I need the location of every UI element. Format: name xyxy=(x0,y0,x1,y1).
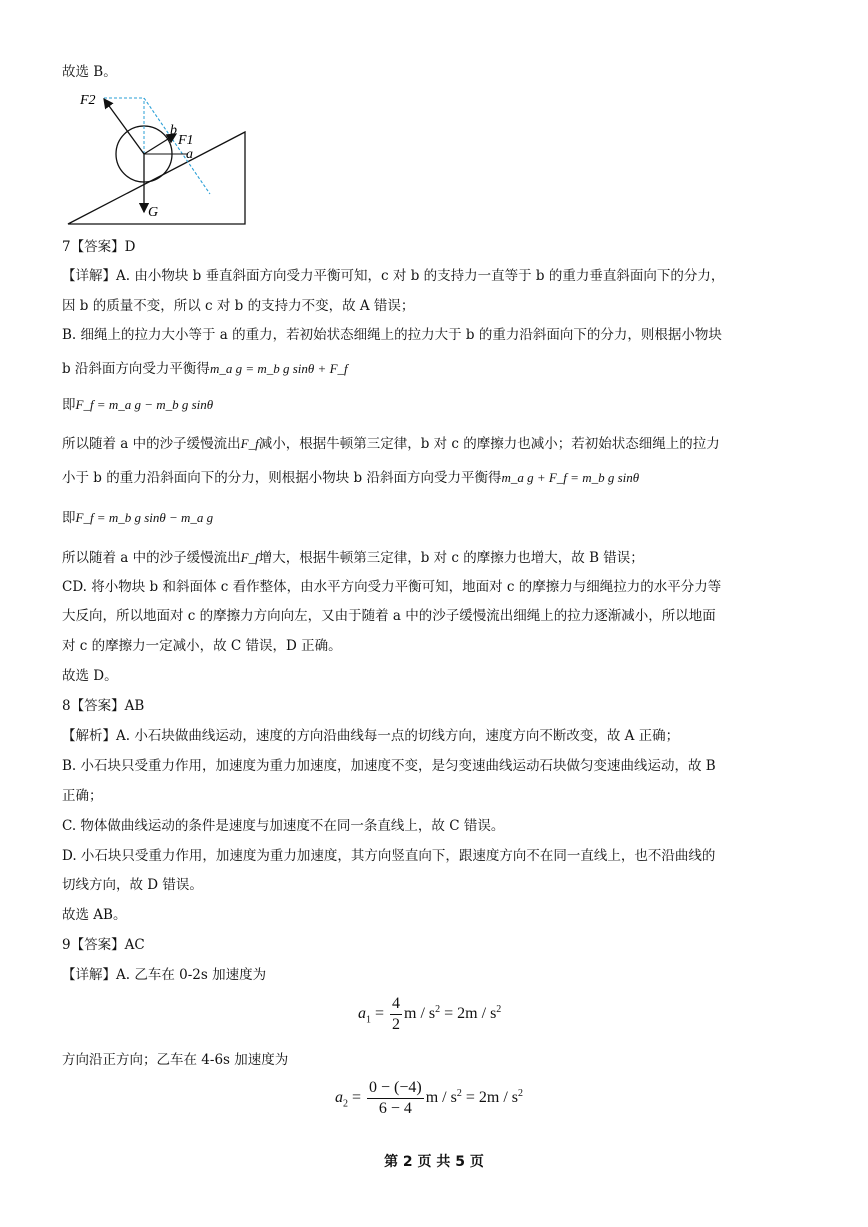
equation-a1: $a_1$ = $\frac{4}{2}$ $m / s^2 = 2m / s^2$ xyxy=(358,995,502,1033)
text-line: 小于 b 的重力沿斜面向下的分力，则根据小物块 b 沿斜面方向受力平衡得m_a g + F_f = m_b g sinθ xyxy=(62,470,640,486)
text-line: CD. 将小物块 b 和斜面体 c 看作整体，由水平方向受力平衡可知，地面对 c 的摩擦力与细绳拉力的水平分力等 xyxy=(62,579,722,595)
text-line: D. 小石块只受重力作用，加速度为重力加速度，其方向竖直向下，跟速度方向不在同一直线上，也不沿曲线的 xyxy=(62,848,716,864)
answer-heading: 9【答案】AC xyxy=(62,937,145,953)
inline-equation: F_f xyxy=(240,436,259,451)
force-diagram xyxy=(60,88,260,228)
text-line: 正确； xyxy=(62,788,103,804)
inline-equation: m_a g + F_f = m_b g sinθ xyxy=(501,470,640,485)
label-f2: F2 xyxy=(80,93,96,108)
inline-equation: F_f = m_b g sinθ − m_a g xyxy=(75,510,214,525)
inline-equation: F_f = m_a g − m_b g sinθ xyxy=(75,397,214,412)
inline-equation: F_f xyxy=(240,550,259,565)
text-line: 所以随着 a 中的沙子缓慢流出F_f增大，根据牛顿第三定律，b 对 c 的摩擦力也增大，故 B 错误； xyxy=(62,550,644,566)
text-line: 方向沿正方向；乙车在 4-6s 加速度为 xyxy=(62,1052,289,1068)
text-line: b 沿斜面方向受力平衡得m_a g = m_b g sinθ + F_f xyxy=(62,361,348,377)
text-line: 大反向，所以地面对 c 的摩擦力方向向左，又由于随着 a 中的沙子缓慢流出细绳上的拉力逐渐减小，所以地面 xyxy=(62,608,716,624)
text-line: B. 细绳上的拉力大小等于 a 的重力，若初始状态细绳上的拉力大于 b 的重力沿斜面向下的分力，则根据小物块 xyxy=(62,327,722,343)
text-line: 因 b 的质量不变，所以 c 对 b 的支持力不变，故 A 错误； xyxy=(62,298,415,314)
label-a: a xyxy=(186,147,193,162)
fraction: $\frac{0 - (-4)}{6 - 4}$ xyxy=(369,1079,422,1117)
text-line: B. 小石块只受重力作用，加速度为重力加速度，加速度不变，是匀变速曲线运动石块做匀变速曲线运动，故 B xyxy=(62,758,716,774)
label-f1: F1 xyxy=(178,133,194,148)
text-line: 即F_f = m_b g sinθ − m_a g xyxy=(62,510,214,526)
text-line: 所以随着 a 中的沙子缓慢流出F_f减小，根据牛顿第三定律，b 对 c 的摩擦力也减小；若初始状态细绳上的拉力 xyxy=(62,436,720,452)
text-line: 故选 AB。 xyxy=(62,907,127,923)
label-b: b xyxy=(170,123,177,138)
text-line: 切线方向，故 D 错误。 xyxy=(62,877,203,893)
fraction: $\frac{4}{2}$ xyxy=(392,995,401,1033)
page-footer: 第 2 页 共 5 页 xyxy=(384,1154,484,1170)
text-line: 故选 D。 xyxy=(62,668,118,684)
text-line: 【解析】A. 小石块做曲线运动，速度的方向沿曲线每一点的切线方向，速度方向不断改变，故 A 正确； xyxy=(62,728,680,744)
text-line: 对 c 的摩擦力一定减小，故 C 错误，D 正确。 xyxy=(62,638,342,654)
text-line: 故选 B。 xyxy=(62,64,117,80)
answer-heading: 7【答案】D xyxy=(62,239,136,255)
text-line: 【详解】A. 乙车在 0-2s 加速度为 xyxy=(62,967,267,983)
inline-equation: m_a g = m_b g sinθ + F_f xyxy=(209,361,348,376)
text-line: 【详解】A. 由小物块 b 垂直斜面方向受力平衡可知，c 对 b 的支持力一直等于 b 的重力垂直斜面向下的分力， xyxy=(62,268,725,284)
text-line: C. 物体做曲线运动的条件是速度与加速度不在同一条直线上，故 C 错误。 xyxy=(62,818,505,834)
label-g: G xyxy=(148,205,159,220)
answer-heading: 8【答案】AB xyxy=(62,698,145,714)
text-line: 即F_f = m_a g − m_b g sinθ xyxy=(62,397,214,413)
equation-a2: $a_2$ = $\frac{0 - (-4)}{6 - 4}$ $m / s^2 = 2m / s^2$ xyxy=(335,1079,523,1117)
